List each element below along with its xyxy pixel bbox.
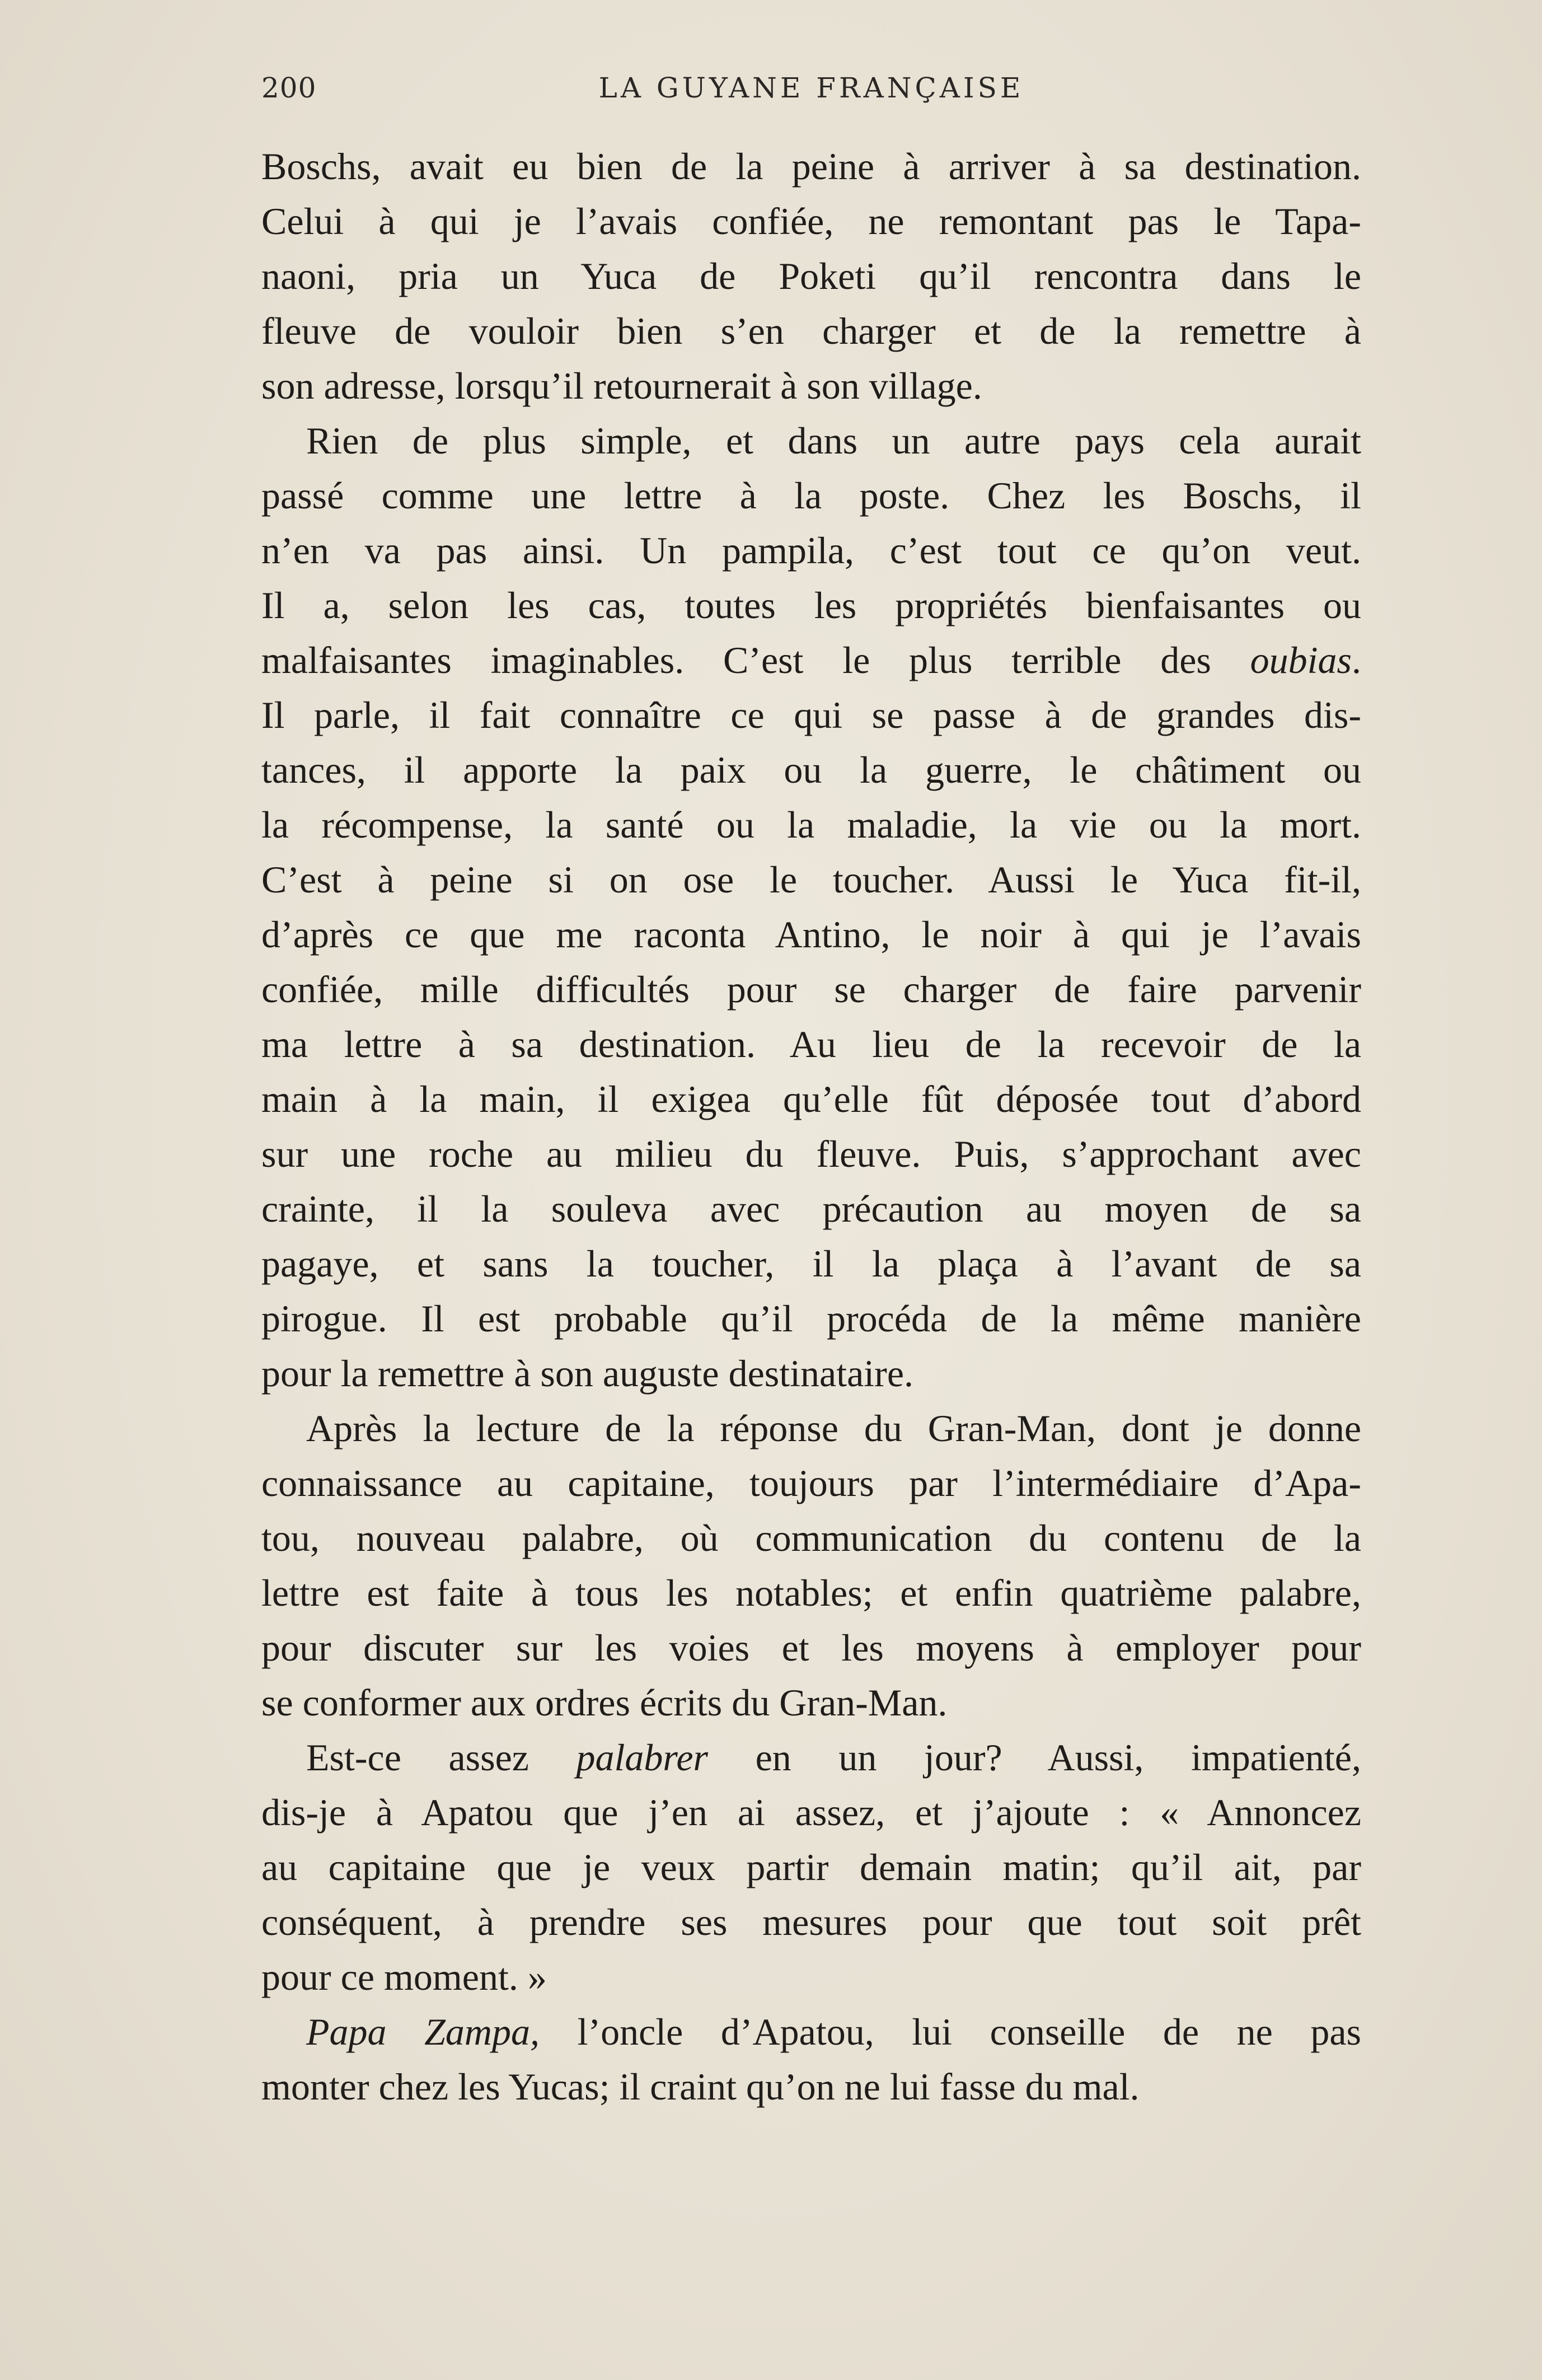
text-line: naoni, pria un Yuca de Poketi qu’il rencontra dans le bbox=[261, 255, 1361, 297]
text-line: pagaye, et sans la toucher, il la plaça à l’avant de sa bbox=[261, 1242, 1361, 1285]
text-line: Boschs, avait eu bien de la peine à arriver à sa destination. bbox=[261, 145, 1361, 188]
text-line: crainte, il la souleva avec précaution au moyen de sa bbox=[261, 1187, 1361, 1230]
text-line: C’est à peine si on ose le toucher. Aussi le Yuca fit-il, bbox=[261, 858, 1361, 901]
text-line: confiée, mille difficultés pour se charger de faire parvenir bbox=[261, 968, 1361, 1011]
text-line: Il parle, il fait connaître ce qui se passe à de grandes dis- bbox=[261, 694, 1361, 736]
text-line: tou, nouveau palabre, où communication du contenu de la bbox=[261, 1517, 1361, 1559]
text-line: dis-je à Apatou que j’en ai assez, et j’ajoute : « Annoncez bbox=[261, 1791, 1361, 1834]
text-line: passé comme une lettre à la poste. Chez les Boschs, il bbox=[261, 474, 1361, 517]
text-line: n’en va pas ainsi. Un pampila, c’est tout ce qu’on veut. bbox=[261, 529, 1361, 572]
text-run: malfaisantes imaginables. C’est le plus terrible des bbox=[261, 639, 1250, 681]
text-line: Il a, selon les cas, toutes les propriétés bienfaisantes ou bbox=[261, 584, 1361, 626]
text-line bbox=[261, 633, 1361, 688]
italic-word: oubias bbox=[1250, 639, 1352, 681]
text-line: se conformer aux ordres écrits du Gran-Man. bbox=[261, 1681, 948, 1724]
text-run: l’oncle d’Apatou, lui conseille de ne pas bbox=[540, 2010, 1361, 2053]
page-header bbox=[261, 72, 1361, 116]
text-line: au capitaine que je veux partir demain matin; qu’il ait, par bbox=[261, 1846, 1361, 1888]
text-line: son adresse, lorsqu’il retournerait à son village. bbox=[261, 364, 982, 407]
text-line: la récompense, la santé ou la maladie, la vie ou la mort. bbox=[261, 803, 1361, 846]
text-line: conséquent, à prendre ses mesures pour que tout soit prêt bbox=[261, 1901, 1361, 1943]
text-line: lettre est faite à tous les notables; et enfin quatrième palabre, bbox=[261, 1572, 1361, 1614]
text-line bbox=[261, 2004, 1361, 2059]
text-line: fleuve de vouloir bien s’en charger et de la remettre à bbox=[261, 310, 1361, 352]
text-line: Rien de plus simple, et dans un autre pays cela aurait bbox=[306, 419, 1361, 462]
text-line: pour la remettre à son auguste destinataire. bbox=[261, 1352, 913, 1395]
text-line: pour discuter sur les voies et les moyens à employer pour bbox=[261, 1626, 1361, 1669]
text-run: Est-ce assez bbox=[306, 1736, 577, 1779]
text-line: tances, il apporte la paix ou la guerre, le châtiment ou bbox=[261, 749, 1361, 791]
text-line: ma lettre à sa destination. Au lieu de la recevoir de la bbox=[261, 1023, 1361, 1065]
text-line bbox=[261, 1730, 1361, 1785]
running-title: LA GUYANE FRANÇAISE bbox=[598, 72, 1024, 104]
text-line: monter chez les Yucas; il craint qu’on ne lui fasse du mal. bbox=[261, 2065, 1140, 2108]
text-line: pirogue. Il est probable qu’il procéda de la même manière bbox=[261, 1297, 1361, 1340]
text-run: en un jour? Aussi, impatienté, bbox=[708, 1736, 1361, 1779]
text-line: pour ce moment. » bbox=[261, 1956, 547, 1998]
body-text bbox=[261, 139, 1361, 2114]
italic-word: Papa Zampa, bbox=[306, 2010, 540, 2053]
page-number: 200 bbox=[261, 72, 317, 104]
text-line: Celui à qui je l’avais confiée, ne remontant pas le Tapa- bbox=[261, 200, 1361, 242]
text-line: connaissance au capitaine, toujours par l’intermédiaire d’Apa- bbox=[261, 1462, 1361, 1504]
text-line: Après la lecture de la réponse du Gran-Man, dont je donne bbox=[306, 1407, 1361, 1449]
italic-word: palabrer bbox=[576, 1736, 709, 1779]
text-run: . bbox=[1352, 639, 1361, 681]
text-line: sur une roche au milieu du fleuve. Puis, s’approchant avec bbox=[261, 1133, 1361, 1175]
text-line: main à la main, il exigea qu’elle fût déposée tout d’abord bbox=[261, 1078, 1361, 1120]
text-line: d’après ce que me raconta Antino, le noir à qui je l’avais bbox=[261, 913, 1361, 956]
